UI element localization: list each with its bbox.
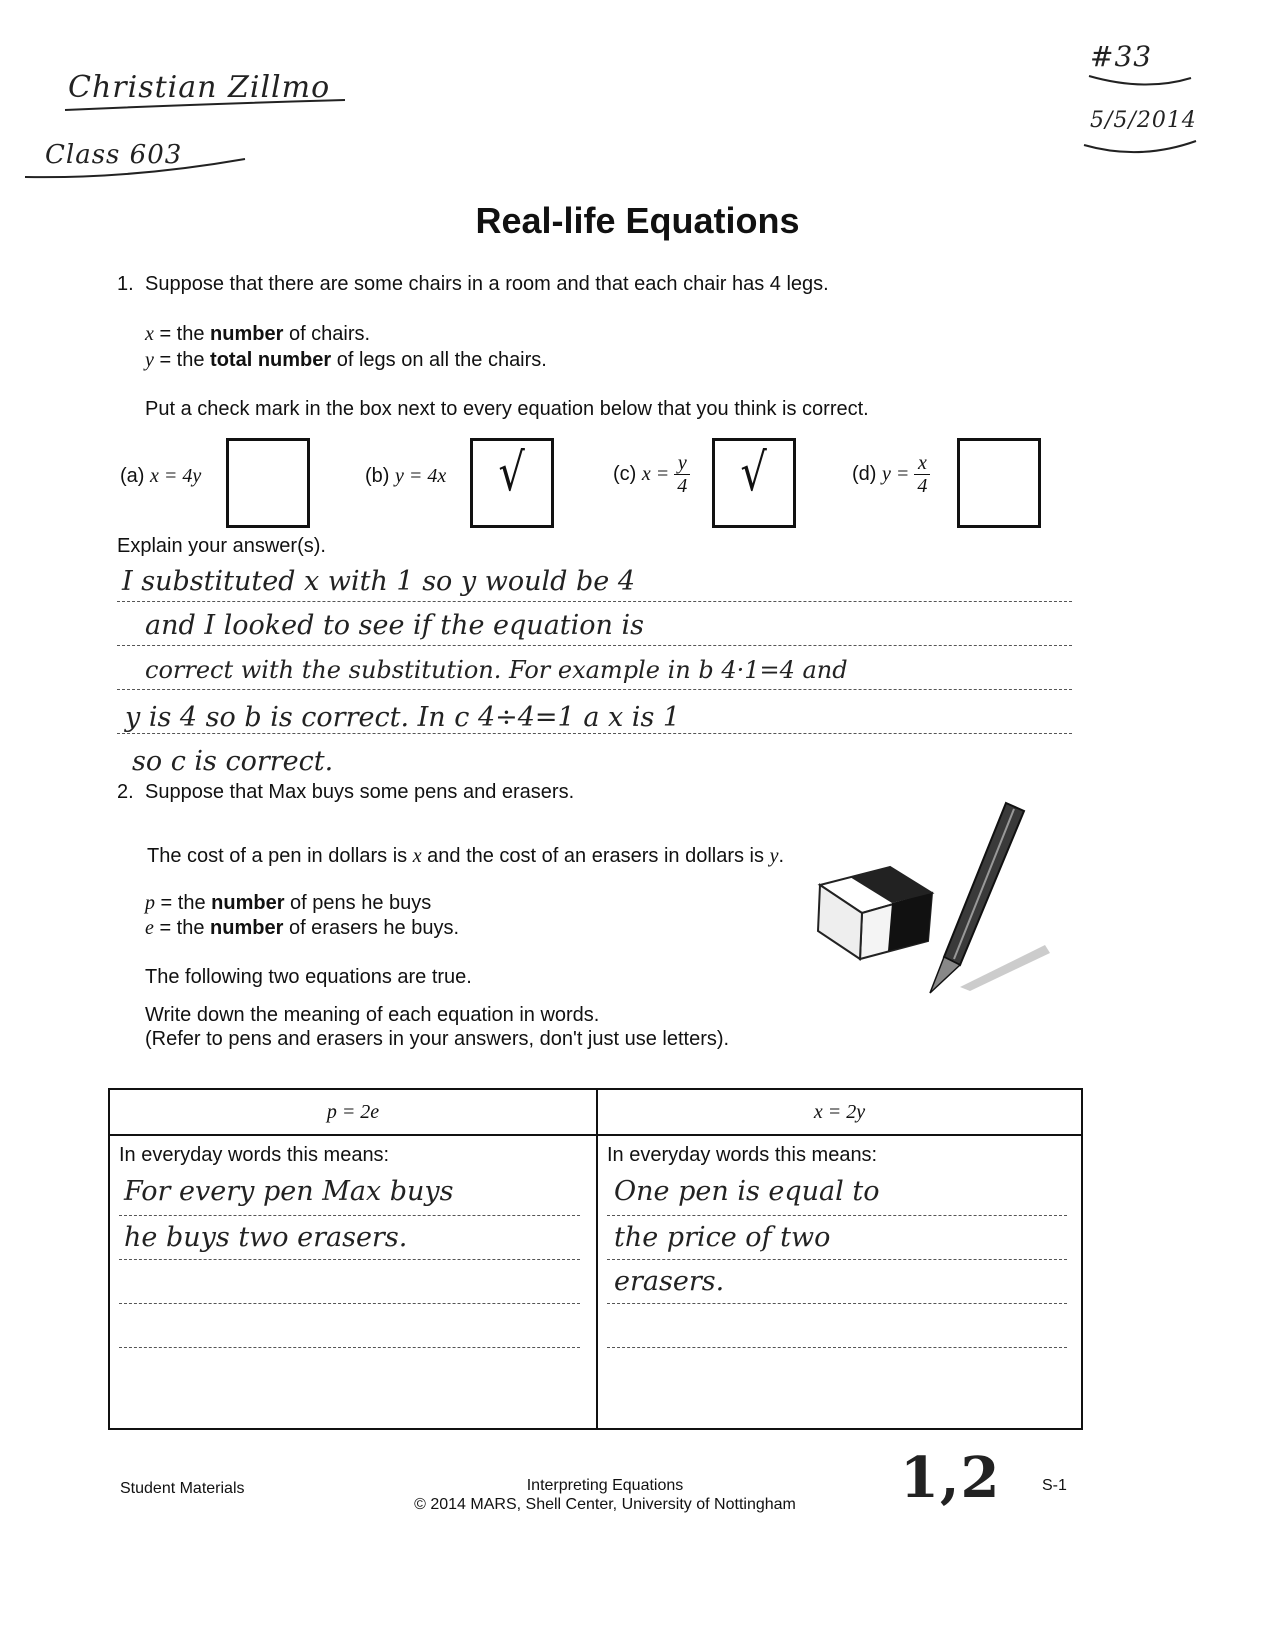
q1-instruction: Put a check mark in the box next to every equation below that you think is correct. [145,398,869,420]
answer-rule [119,1215,580,1216]
col2-answer-line: erasers. [614,1266,725,1297]
answer-rule [117,689,1072,690]
option-label: (c) [613,462,637,485]
answer-rule [607,1259,1067,1260]
eraser-and-pen-illustration [810,795,1060,1005]
q1-answer-line: correct with the substitution. For example in b 4·1=4 and [145,656,848,684]
option-c-checkbox[interactable] [712,438,796,528]
col1-header-cell [109,1089,597,1135]
option-eq: = [650,462,675,485]
answer-rule [607,1215,1067,1216]
def-bold: total number [210,349,332,371]
def-text: of pens he buys [284,892,432,914]
cost-text: and the cost of an erasers in dollars is [421,845,770,867]
q2-prompt: Suppose that Max buys some pens and erasers. [145,781,575,803]
footer-center-2: © 2014 MARS, Shell Center, University of Nottingham [414,1496,796,1513]
eraser-icon [818,867,932,959]
option-lhs: y [882,462,891,485]
answer-rule [117,733,1072,734]
def-bold: number [210,323,284,345]
q1-answer-line: y is 4 so b is correct. In c 4÷4=1 a x is 1 [125,702,681,733]
def-text: = the [153,917,211,939]
var-x: x [145,323,154,345]
q1-prompt: Suppose that there are some chairs in a room and that each chair has 4 legs. [145,273,829,295]
def-text: = the [153,323,211,345]
option-a-checkbox[interactable] [226,438,310,528]
date-underline [1080,135,1200,163]
def-text: of chairs. [283,323,371,345]
def-bold: number [210,917,284,939]
option-fraction [914,452,930,497]
option-lhs: x [150,465,159,487]
q1-def-x [145,323,370,346]
q1-answer-line: I substituted x with 1 so y would be 4 [122,566,635,597]
fraction-numerator: x [914,452,930,475]
option-label: (a) [120,465,145,487]
q2-def-e [145,917,459,940]
col1-header: p = 2e [326,1100,380,1123]
check-mark: √ [498,443,525,503]
sheet-number-underline [1085,70,1195,94]
def-text: = the [155,892,212,914]
option-a-equation [120,465,201,488]
answer-rule [119,1347,580,1348]
cost-text: . [778,845,785,867]
answer-rule [607,1303,1067,1304]
option-lhs: y [395,465,404,487]
option-b-checkbox[interactable] [470,438,554,528]
q1-number: 1. [117,273,134,295]
q1-answer-line: and I looked to see if the equation is [145,610,644,641]
option-lhs: x [641,462,651,485]
sheet-number: #33 [1090,40,1153,73]
fraction-numerator: y [674,452,690,475]
col1-prompt: In everyday words this means: [119,1144,390,1166]
pen-icon [930,803,1050,993]
var-x: x [412,845,422,867]
q2-instruction-1: Write down the meaning of each equation in words. [145,1004,600,1026]
q2-cost-line [147,845,784,868]
q2-true-line: The following two equations are true. [145,966,472,988]
def-text: of legs on all the chairs. [331,349,547,371]
option-rhs: 4x [427,465,447,487]
fraction-denominator: 4 [677,475,688,497]
q2-def-p [145,892,431,915]
cost-text: The cost of a pen in dollars is [147,845,413,867]
var-e: e [145,917,154,939]
option-rhs: 4y [182,465,202,487]
option-eq: = [403,465,428,487]
option-eq: = [158,465,183,487]
explain-label: Explain your answer(s). [117,535,326,557]
def-bold: number [211,892,285,914]
option-c-equation [613,452,690,497]
student-name: Christian Zillmo [68,70,331,105]
option-label: (b) [365,465,390,487]
option-fraction [674,452,690,497]
def-text: = the [153,349,211,371]
answer-rule [119,1303,580,1304]
date: 5/5/2014 [1090,108,1197,133]
answer-rule [119,1259,580,1260]
def-text: of erasers he buys. [283,917,460,939]
col2-answer-cell [597,1135,1082,1429]
answer-rule [117,645,1072,646]
q1-answer-line: so c is correct. [132,746,334,777]
col2-header: x = 2y [813,1100,866,1123]
name-underline [60,96,350,116]
footer-center-1: Interpreting Equations [526,1477,684,1494]
col2-header-cell [597,1089,1082,1135]
q2-number: 2. [117,781,134,803]
class-underline [20,155,250,185]
q2-instruction-2: (Refer to pens and erasers in your answers, don't just use letters). [145,1028,730,1050]
footer-right: S-1 [1042,1477,1067,1494]
score: 1,2 [900,1445,1001,1511]
var-y: y [769,845,779,867]
answer-rule [117,601,1072,602]
option-eq: = [890,462,915,485]
footer-left: Student Materials [120,1480,245,1497]
col2-prompt: In everyday words this means: [607,1144,878,1166]
option-label: (d) [852,462,877,485]
q1-def-y [145,349,547,372]
option-d-checkbox[interactable] [957,438,1041,528]
col1-answer-cell [109,1135,597,1429]
var-p: p [145,892,155,914]
response-table [108,1088,1083,1430]
col2-answer-line: the price of two [614,1222,831,1253]
var-y: y [145,349,154,371]
option-d-equation [852,452,930,497]
fraction-denominator: 4 [917,475,928,497]
option-b-equation [365,465,446,488]
col1-answer-line: For every pen Max buys [124,1176,454,1207]
page-title: Real-life Equations [475,200,800,241]
answer-rule [607,1347,1067,1348]
col2-answer-line: One pen is equal to [614,1176,880,1207]
check-mark: √ [740,443,767,503]
col1-answer-line: he buys two erasers. [124,1222,408,1253]
class-label: Class 603 [45,140,183,170]
